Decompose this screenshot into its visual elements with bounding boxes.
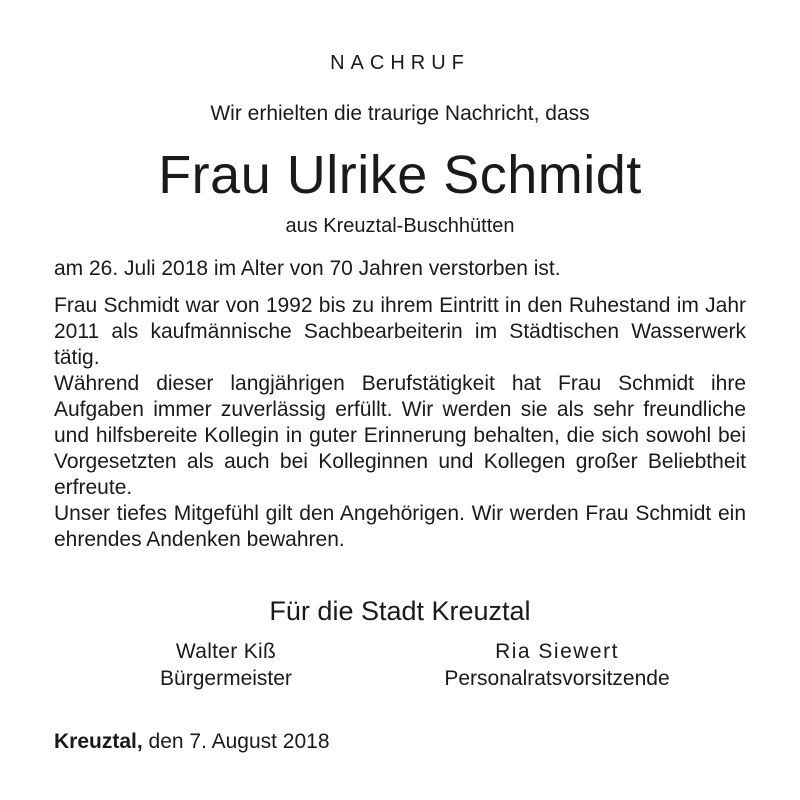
body-paragraph: Frau Schmidt war von 1992 bis zu ihrem Eintritt in den Ruhestand im Jahr 2011 als kaufmännische Sachbearbeiterin im Städtischen Wasserwerk tätig. bbox=[54, 294, 746, 369]
signatory-role: Personalratsvorsitzende bbox=[444, 667, 670, 690]
signatory-name: Walter Kiß bbox=[175, 640, 277, 663]
deceased-origin: aus Kreuztal-Buschhütten bbox=[285, 215, 515, 237]
death-date-line: am 26. Juli 2018 im Alter von 70 Jahren verstorben ist. bbox=[54, 257, 561, 280]
dateline-place: Kreuztal, bbox=[54, 730, 143, 753]
notice-heading: NACHRUF bbox=[330, 52, 470, 74]
signature-mayor bbox=[126, 638, 326, 692]
signing-organization: Für die Stadt Kreuztal bbox=[269, 596, 531, 626]
body-paragraph: Unser tiefes Mitgefühl gilt den Angehörigen. Wir werden Frau Schmidt ein ehrendes Andenken bewahren. bbox=[54, 502, 746, 551]
signatory-role: Bürgermeister bbox=[160, 667, 292, 690]
intro-line: Wir erhielten die traurige Nachricht, dass bbox=[210, 102, 590, 125]
signature-staff-council bbox=[402, 638, 712, 692]
notice-body bbox=[54, 293, 746, 553]
signatory-name: Ria Siewert bbox=[495, 640, 619, 663]
dateline bbox=[54, 730, 330, 754]
body-paragraph: Während dieser langjährigen Berufstätigkeit hat Frau Schmidt ihre Aufgaben immer zuverlässig erfüllt. Wir werden sie als sehr freundliche und hilfsbereite Kollegin in guter Erinnerung behalten, die sich sowohl bei Vorgesetzten als auch bei Kolleginnen und Kollegen großer Beliebtheit erfreute. bbox=[54, 372, 746, 499]
deceased-name: Frau Ulrike Schmidt bbox=[158, 145, 642, 205]
dateline-date: den 7. August 2018 bbox=[148, 730, 330, 753]
